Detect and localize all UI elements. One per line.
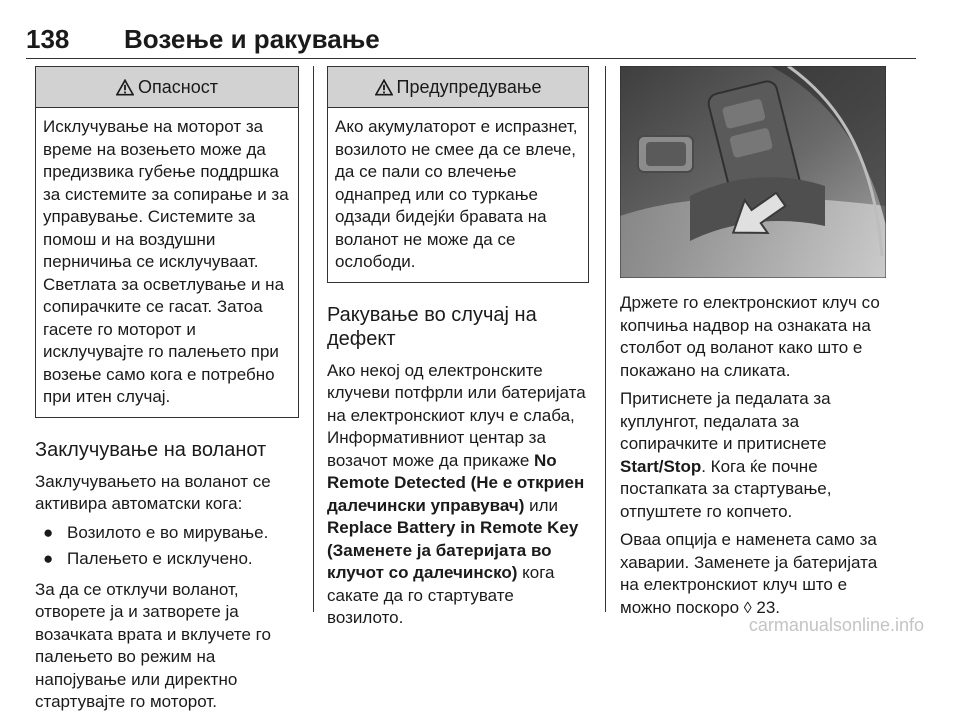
column-divider	[605, 66, 606, 612]
danger-box-header	[36, 67, 298, 108]
watermark: carmanualsonline.info	[748, 615, 924, 635]
column-1	[35, 66, 299, 720]
condition-list	[35, 522, 299, 571]
caution-box-title: Предупредување	[396, 76, 542, 97]
fault-handling-heading: Ракување во случај на дефект	[327, 303, 537, 350]
danger-box	[35, 66, 299, 418]
caution-box-header	[328, 67, 588, 108]
section-title: Возење и ракување	[124, 24, 380, 54]
steering-lock-intro: Заклучувањето на воланот се активира автоматски кога:	[35, 471, 271, 513]
message-replace-battery: Replace Battery in Remote Key (Заменете ја батеријата во клучот со далечинско)	[327, 518, 579, 582]
press-pedals-paragraph: Притиснете ја педалата за куплунгот, педалата за сопирачките и притиснете Start/Stop. Кога ќе почне постапката за стартување, отпуштете го копчето.	[620, 389, 832, 521]
caution-box	[327, 66, 589, 283]
list-item: ● Палењето е исклучено.	[35, 548, 299, 571]
warning-triangle-icon	[375, 79, 393, 96]
column-2	[327, 66, 589, 636]
start-stop-label: Start/Stop	[620, 456, 702, 476]
bullet-icon: ●	[43, 549, 54, 568]
message-no-remote: No Remote Detected (Не е откриен далечински управувач)	[327, 450, 585, 515]
unlock-paragraph: За да се отклучи воланот, отворете ја и затворете ја возачката врата и вклучете го палењето во режим на напојување или директно стартувајте го моторот.	[35, 579, 271, 711]
column-3	[620, 66, 886, 626]
header-rule	[26, 58, 916, 59]
page-ref-number[interactable]: 23.	[751, 597, 781, 617]
warning-triangle-icon	[116, 79, 134, 96]
danger-box-title: Опасност	[138, 76, 218, 97]
caution-box-text: Ако акумулаторот е испразнет, возилото не смее да се влече, да се пали со влечење однапред или со туркање одзади бидејќи бравата на воланот не може да се ослободи.	[335, 117, 578, 271]
steering-column-photo	[620, 66, 886, 278]
steering-lock-heading: Заклучување на воланот	[35, 438, 267, 461]
fault-paragraph: Ако некој од електронските клучеви потфрли или батеријата на електронскиот клуч е слаба, Информативниот центар за возачот може да прикаже No Remote Detected (Не е откриен далечински управувач) или Replace Battery in Remote Key (Заменете ја батеријата во клучот со далечинско) кога сакате да го стартувате возилото.	[327, 360, 586, 627]
page-number: 138	[26, 24, 70, 54]
danger-box-text: Исклучување на моторот за време на возењето може да предизвика губење поддршка за системите за сопирање и за управување. Системите за помош и на воздушни перничиња се исклучуваат. Светлата за осветлување и на сопирачките се гасат. Затоа гасете го моторот и исклучувајте го палењето при возење само кога е потребно при итен случај.	[43, 117, 289, 406]
bullet-icon: ●	[43, 522, 54, 542]
page-ref-icon[interactable]: ◊	[743, 599, 752, 617]
list-item: ● Возилото е во мирување.	[35, 522, 299, 545]
emergency-note-paragraph: Оваа опција е наменета само за хаварии. Заменете ја батеријата на електронскиот клуч што е можно поскоро ◊ 23.	[620, 530, 878, 617]
page-header	[26, 24, 916, 56]
column-divider	[313, 66, 314, 612]
hold-key-paragraph: Држете го електронскиот клуч со копчиња надвор на ознаката на столбот од воланот како што е покажано на сликата.	[620, 293, 880, 380]
